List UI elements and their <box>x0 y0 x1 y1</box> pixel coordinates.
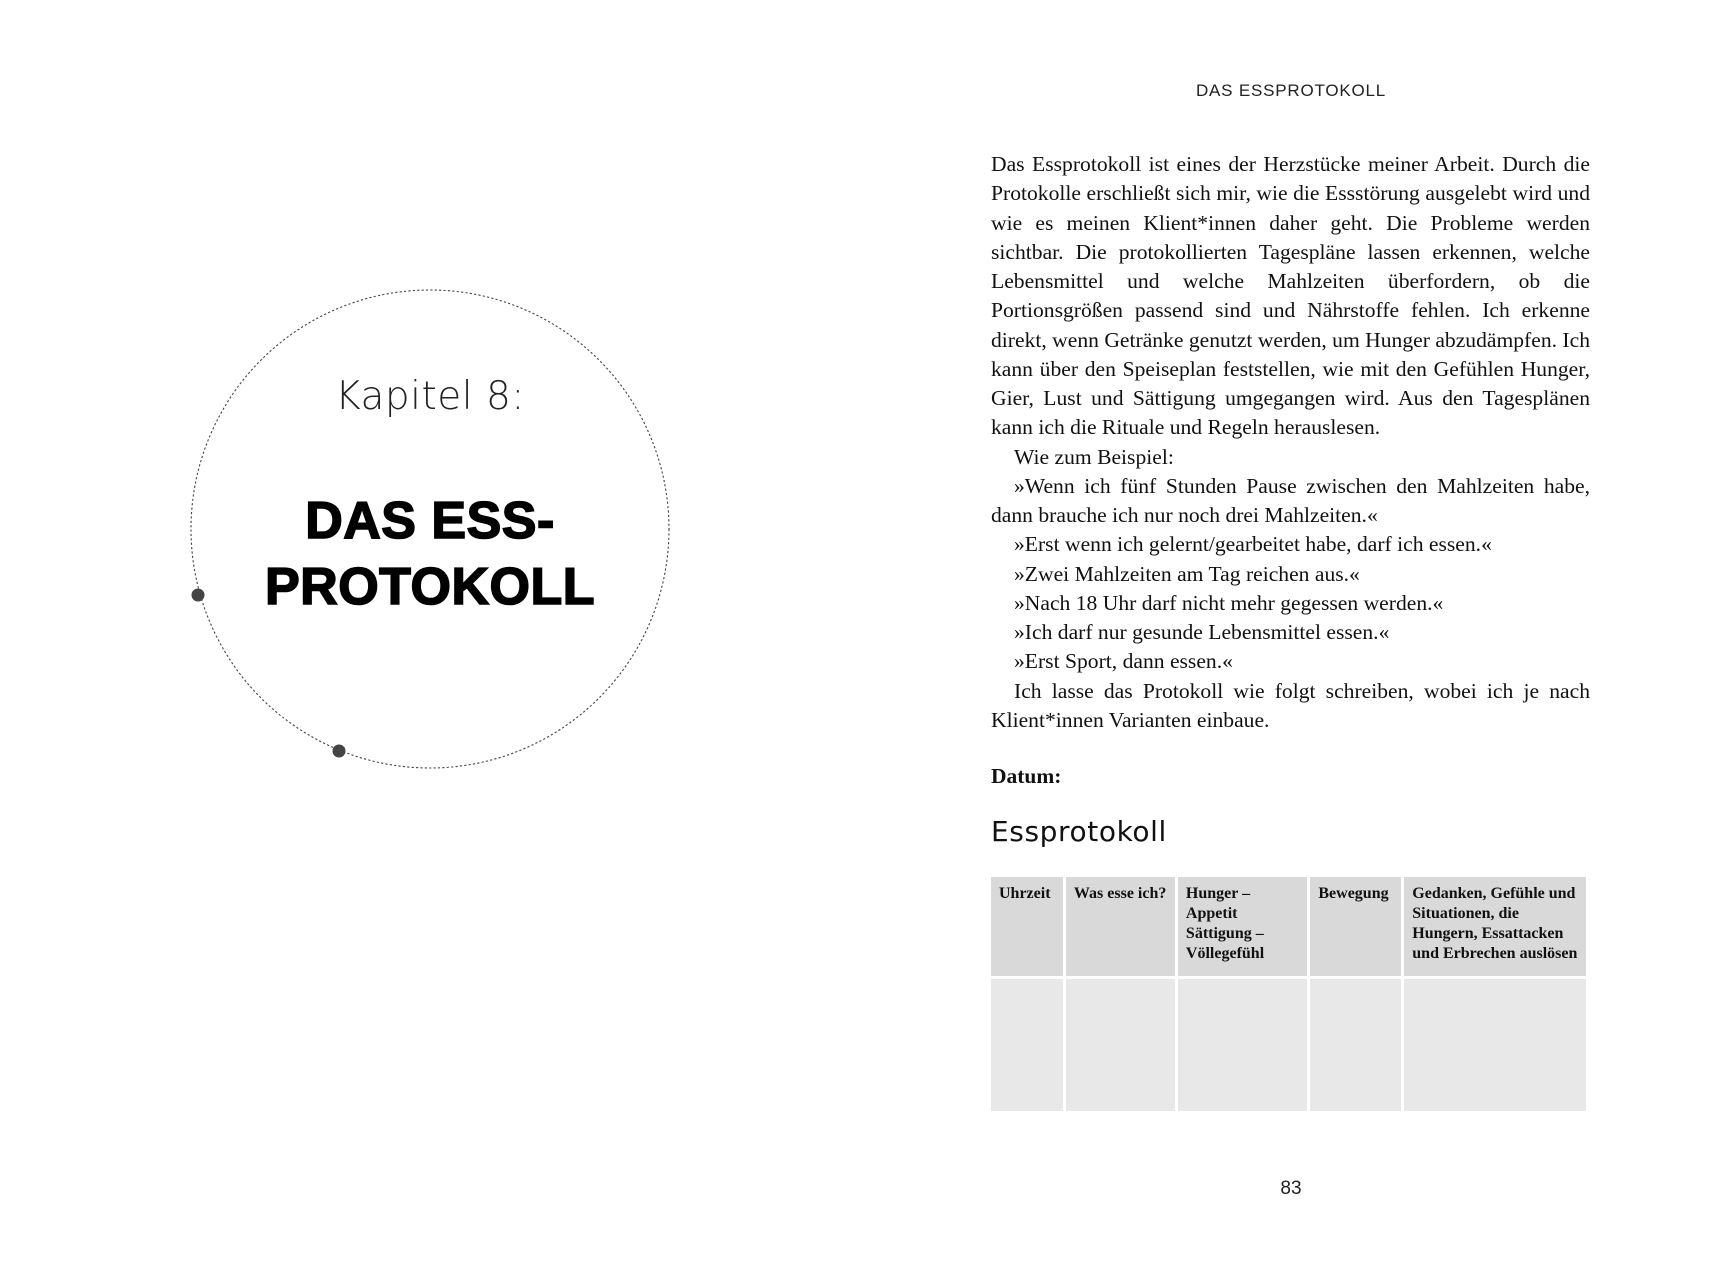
chapter-title-line-1: DAS ESS- <box>305 492 555 550</box>
table-cell <box>1178 979 1307 1111</box>
table-title: Essprotokoll <box>991 815 1167 848</box>
example-quote: »Erst Sport, dann essen.« <box>1014 649 1233 674</box>
eating-protocol-table <box>988 874 1589 1114</box>
circle-dot-bottom <box>333 745 346 758</box>
page-number: 83 <box>1280 1178 1302 1199</box>
example-quote: »Wenn ich fünf Stunden Pause zwischen den Mahlzeiten habe, dann brauche ich nur noch drei Mahlzeiten.« <box>991 473 1590 527</box>
table-header-row <box>991 877 1586 976</box>
chapter-title-line-2: PROTOKOLL <box>265 558 595 616</box>
header-cell-hunger: Hunger – Appetit Sättigung – Völlegefühl <box>1178 877 1307 976</box>
example-quote: »Erst wenn ich gelernt/gearbeitet habe, darf ich essen.« <box>1014 532 1492 557</box>
example-quote: »Ich darf nur gesunde Lebensmittel essen.« <box>1014 620 1390 644</box>
example-intro: Wie zum Beispiel: <box>1014 444 1174 469</box>
table-cell <box>991 979 1063 1111</box>
chapter-number: Kapitel 8: <box>335 374 525 419</box>
table-cell <box>1066 979 1175 1111</box>
header-cell-exercise: Bewegung <box>1310 877 1401 976</box>
header-cell-time: Uhrzeit <box>991 877 1063 976</box>
table-row <box>991 979 1586 1111</box>
table-cell <box>1404 979 1586 1111</box>
body-text <box>991 150 1590 735</box>
header-cell-food: Was esse ich? <box>1066 877 1175 976</box>
running-header: DAS ESSPROTOKOLL <box>1195 81 1387 100</box>
datum-label: Datum: <box>991 764 1062 788</box>
example-quote: »Nach 18 Uhr darf nicht mehr gegessen werden.« <box>1014 590 1444 615</box>
closing-paragraph: Ich lasse das Protokoll wie folgt schreiben, wobei ich je nach Klient*innen Varianten einbaue. <box>991 678 1590 732</box>
chapter-title <box>190 488 670 620</box>
header-cell-thoughts: Gedanken, Gefühle und Situationen, die Hungern, Essattacken und Erbrechen auslösen <box>1404 877 1586 976</box>
example-quote: »Zwei Mahlzeiten am Tag reichen aus.« <box>1014 561 1360 586</box>
intro-paragraph: Das Essprotokoll ist eines der Herzstücke meiner Arbeit. Durch die Protokolle erschließt sich mir, wie die Essstörung ausgelebt wird und wie es meinen Klient*innen daher geht. Die Probleme werden sichtbar. Die protokollierten Tagespläne lassen erkennen, welche Lebensmittel und welche Mahlzeiten überfordern, ob die Portionsgrößen passend sind und Nährstoffe fehlen. Ich erkenne direkt, wenn Getränke genutzt werden, um Hunger abzudämpfen. Ich kann über den Speiseplan feststellen, wie mit den Gefühlen Hunger, Gier, Lust und Sättigung umgegangen wird. Aus den Tagesplänen kann ich die Rituale und Regeln herauslesen. <box>991 152 1590 440</box>
table-cell <box>1310 979 1401 1111</box>
